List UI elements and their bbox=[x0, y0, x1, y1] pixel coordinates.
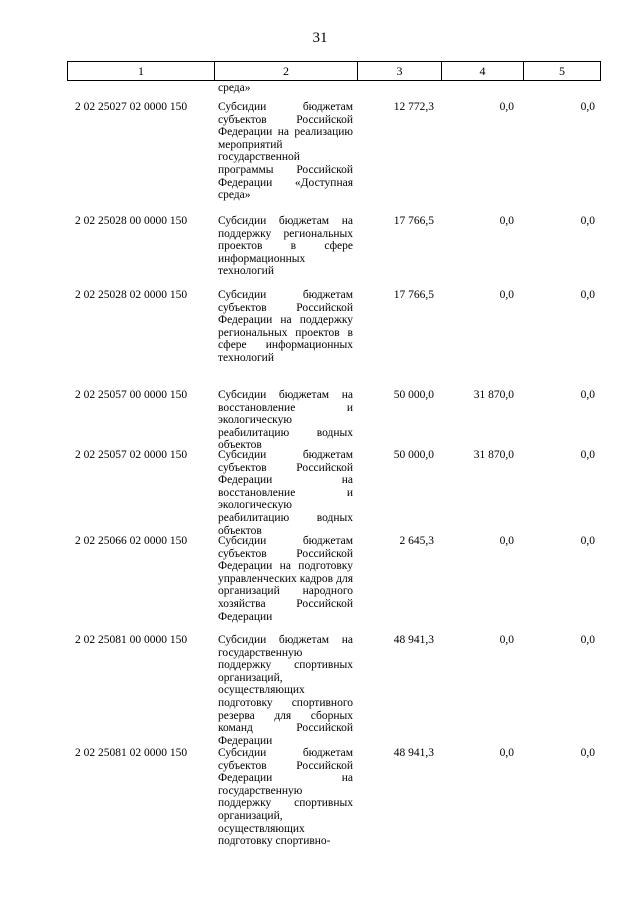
value-col-4: 0,0 bbox=[499, 289, 514, 301]
row-description: Субсидии бюджетам на восстановление и экологическую реабилитацию водных объектов bbox=[218, 389, 353, 452]
row-description: Субсидии бюджетам субъектов Российской Федерации на государственную поддержку спортивных организаций, осуществляющих подготовку спортивно- bbox=[218, 747, 353, 848]
value-col-4: 0,0 bbox=[499, 634, 514, 646]
value-col-5: 0,0 bbox=[580, 634, 595, 646]
value-col-4: 0,0 bbox=[499, 747, 514, 759]
value-col-4: 0,0 bbox=[499, 535, 514, 547]
budget-code: 2 02 25028 02 0000 150 bbox=[75, 289, 188, 301]
value-col-3: 17 766,5 bbox=[393, 215, 434, 227]
column-header-1: 1 bbox=[68, 62, 215, 81]
column-header-5: 5 bbox=[524, 62, 601, 81]
budget-code: 2 02 25081 02 0000 150 bbox=[75, 747, 188, 759]
value-col-5: 0,0 bbox=[580, 215, 595, 227]
column-header-3: 3 bbox=[358, 62, 442, 81]
budget-code: 2 02 25057 02 0000 150 bbox=[75, 449, 188, 461]
row-description: Субсидии бюджетам субъектов Российской Федерации на восстановление и экологическую реабилитацию водных объектов bbox=[218, 449, 353, 537]
column-header-4: 4 bbox=[442, 62, 524, 81]
value-col-4: 31 870,0 bbox=[473, 389, 514, 401]
value-col-5: 0,0 bbox=[580, 449, 595, 461]
value-col-3: 50 000,0 bbox=[393, 449, 434, 461]
value-col-4: 0,0 bbox=[499, 215, 514, 227]
value-col-5: 0,0 bbox=[580, 289, 595, 301]
row-description: Субсидии бюджетам субъектов Российской Федерации на поддержку региональных проектов в сфере информационных технологий bbox=[218, 289, 353, 364]
value-col-3: 17 766,5 bbox=[393, 289, 434, 301]
row-description: Субсидии бюджетам на государственную поддержку спортивных организаций, осуществляющих подготовку спортивного резерва для сборных команд Российской Федерации bbox=[218, 634, 353, 747]
value-col-3: 48 941,3 bbox=[393, 634, 434, 646]
budget-code: 2 02 25028 00 0000 150 bbox=[75, 215, 188, 227]
value-col-5: 0,0 bbox=[580, 389, 595, 401]
value-col-5: 0,0 bbox=[580, 747, 595, 759]
value-col-3: 48 941,3 bbox=[393, 747, 434, 759]
column-header-2: 2 bbox=[215, 62, 358, 81]
budget-code: 2 02 25081 00 0000 150 bbox=[75, 634, 188, 646]
value-col-3: 2 645,3 bbox=[399, 535, 434, 547]
row-description: Субсидии бюджетам на поддержку региональных проектов в сфере информационных технологий bbox=[218, 215, 353, 278]
budget-code: 2 02 25066 02 0000 150 bbox=[75, 535, 188, 547]
budget-code: 2 02 25057 00 0000 150 bbox=[75, 389, 188, 401]
row-description: Субсидии бюджетам субъектов Российской Федерации на реализацию мероприятий государственной программы Российской Федерации «Доступная среда» bbox=[218, 101, 353, 202]
row-description: Субсидии бюджетам субъектов Российской Федерации на подготовку управленческих кадров для организаций народного хозяйства Российской Федерации bbox=[218, 535, 353, 623]
value-col-5: 0,0 bbox=[580, 101, 595, 113]
page-number: 31 bbox=[312, 30, 328, 46]
value-col-3: 12 772,3 bbox=[393, 101, 434, 113]
value-col-3: 50 000,0 bbox=[393, 389, 434, 401]
table-header bbox=[67, 61, 601, 81]
value-col-4: 0,0 bbox=[499, 101, 514, 113]
value-col-5: 0,0 bbox=[580, 535, 595, 547]
continued-description: среда» bbox=[218, 82, 251, 94]
budget-code: 2 02 25027 02 0000 150 bbox=[75, 101, 188, 113]
value-col-4: 31 870,0 bbox=[473, 449, 514, 461]
